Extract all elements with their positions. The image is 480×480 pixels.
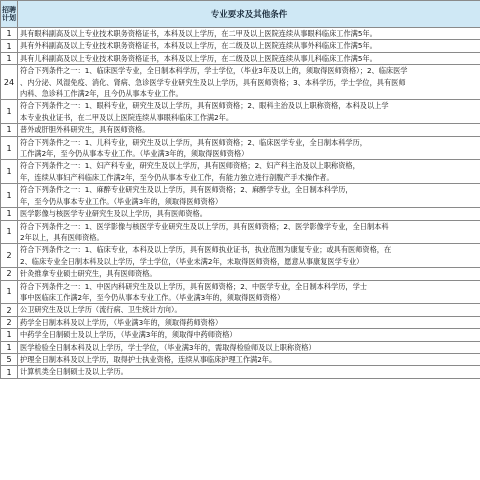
row-requirements-cell: [18, 100, 480, 124]
row-count-cell: 5: [1, 353, 18, 365]
table-row: [1, 160, 480, 184]
requirement-line: 符合下列条件之一：1、医学影像与核医学专业研究生及以上学历，具有医师资格；2、医学影像学专业，全日制本科: [20, 221, 389, 231]
row-count-cell: 2: [1, 244, 18, 268]
row-requirements-cell: [18, 341, 480, 353]
header-row: [1, 1, 480, 28]
row-count-cell: 2: [1, 316, 18, 328]
requirement-line: 具有儿科副高及以上专业技术职务资格证书，本科及以上学历，在二级及以上医院连续从事儿科临床工作满5年。: [20, 53, 377, 63]
row-count-cell: 1: [1, 136, 18, 160]
table-row: [1, 220, 480, 244]
row-requirements-cell: [18, 268, 480, 280]
row-count-cell: 2: [1, 304, 18, 316]
row-requirements-cell: [18, 304, 480, 316]
table-row: [1, 329, 480, 341]
requirement-line: 具有外科副高及以上专业技术职务资格证书，本科及以上学历，在二级及以上医院连续从事外科临床工作满5年。: [20, 41, 377, 51]
requirement-line: 年，至今仍从事本专业工作。（毕业满3年的，须取得医师资格）: [20, 196, 223, 206]
row-count-cell: 24: [1, 65, 18, 100]
header-count: 招聘计划: [1, 1, 18, 28]
row-count-cell: 1: [1, 160, 18, 184]
row-requirements-cell: [18, 124, 480, 136]
header-requirements: 专业要求及其他条件: [18, 1, 480, 28]
row-requirements-cell: [18, 184, 480, 208]
requirement-line: 符合下列条件之一：1、眼科专业，研究生及以上学历，具有医师资格；2、眼科主治及以上职称资格，本科及以上学: [20, 101, 389, 111]
row-count-cell: 1: [1, 100, 18, 124]
requirement-line: 符合下列条件之一：1、儿科专业，研究生及以上学历，具有医师资格；2、临床医学专业，全日制本科学历，: [20, 137, 367, 147]
row-requirements-cell: [18, 160, 480, 184]
requirement-line: 公卫研究生及以上学历（流行病、卫生统计方向）。: [20, 305, 182, 315]
requirement-line: 医学影像与核医学专业研究生及以上学历，具有医师资格。: [20, 209, 207, 219]
requirement-line: 护理全日制本科及以上学历，取得护士执业资格，连续从事临床护理工作满2年。: [20, 354, 277, 364]
requirement-line: 事中医临床工作满2年，至今仍从事本专业工作。（毕业满3年的，须取得医师资格）: [20, 292, 285, 302]
row-requirements-cell: [18, 208, 480, 220]
table-row: [1, 341, 480, 353]
requirement-line: 、内分泌、风湿免疫、消化、肾病、急诊医学专业研究生及以上学历，具有医师资格；3、本科学历，学士学位，具有医师: [20, 77, 406, 87]
row-requirements-cell: [18, 220, 480, 244]
row-count-cell: 1: [1, 28, 18, 40]
table-row: [1, 124, 480, 136]
table-row: [1, 100, 480, 124]
row-requirements-cell: [18, 316, 480, 328]
row-count-cell: 1: [1, 208, 18, 220]
requirement-line: 符合下列条件之一：1、临床医学专业，全日制本科学历，学士学位，（毕业3年及以上的，须取得医师资格）；2、临床医学: [20, 66, 408, 76]
row-count-cell: 1: [1, 40, 18, 52]
table-row: [1, 353, 480, 365]
row-count-cell: 1: [1, 220, 18, 244]
requirement-line: 2年以上，具有医师资格。: [20, 232, 104, 242]
requirement-line: 计算机类全日制硕士及以上学历。: [20, 367, 128, 377]
row-count-cell: 1: [1, 341, 18, 353]
requirement-line: 本专业执业证书，在二甲及以上医院连续从事眼科临床工作满2年。: [20, 112, 234, 122]
row-requirements-cell: [18, 52, 480, 64]
requirement-line: 年，连续从事妇产科临床工作满2年，至今仍从事本专业工作，有能力独立进行剖腹产手术操作者。: [20, 172, 334, 182]
requirement-line: 医学检验全日制本科及以上学历，学士学位，（毕业满3年的，需取得检验师及以上职称资格）: [20, 342, 316, 352]
row-requirements-cell: [18, 40, 480, 52]
row-requirements-cell: [18, 65, 480, 100]
row-count-cell: 1: [1, 329, 18, 341]
requirement-line: 具有眼科副高及以上专业技术职务资格证书，本科及以上学历，在二甲及以上医院连续从事眼科临床工作满5年。: [20, 29, 377, 38]
row-requirements-cell: [18, 280, 480, 304]
requirement-line: 针灸推拿专业硕士研究生，具有医师资格。: [20, 269, 157, 279]
table-row: [1, 65, 480, 100]
table-row: [1, 268, 480, 280]
row-count-cell: 1: [1, 184, 18, 208]
table-row: [1, 316, 480, 328]
row-requirements-cell: [18, 28, 480, 40]
row-count-cell: 1: [1, 124, 18, 136]
table-row: [1, 304, 480, 316]
row-requirements-cell: [18, 353, 480, 365]
row-requirements-cell: [18, 366, 480, 378]
requirement-line: 符合下列条件之一：1、中医内科研究生及以上学历，具有医师资格；2、中医学专业，全日制本科学历，学士: [20, 281, 367, 291]
row-requirements-cell: [18, 244, 480, 268]
requirement-line: 符合下列条件之一：1、临床专业，本科及以上学历，具有医师执业证书，执业范围为康复专业；或具有医师资格，在: [20, 245, 392, 255]
row-count-cell: 1: [1, 366, 18, 378]
table-row: [1, 136, 480, 160]
row-requirements-cell: [18, 136, 480, 160]
requirement-line: 工作满2年，至今仍从事本专业工作。（毕业满3年的，须取得医师资格）: [20, 149, 249, 159]
requirement-line: 药学全日制本科及以上学历，（毕业满3年的，须取得药师资格）: [20, 317, 223, 327]
requirement-line: 2、临床专业全日制本科及以上学历，学士学位，（毕业未满2年，未取得医师资格，愿意从事康复医学专业）: [20, 256, 364, 266]
row-count-cell: 1: [1, 52, 18, 64]
table-row: [1, 28, 480, 40]
table-row: [1, 280, 480, 304]
requirement-line: 符合下列条件之一：1、麻醉专业研究生及以上学历，具有医师资格；2、麻醉学专业，全日制本科学历，: [20, 185, 353, 195]
table-row: [1, 52, 480, 64]
table-row: [1, 366, 480, 378]
table-body: [1, 28, 480, 379]
table-row: [1, 40, 480, 52]
requirement-line: 符合下列条件之一：1、妇产科专业，研究生及以上学历，具有医师资格；2、妇产科主治及以上职称资格，: [20, 161, 360, 171]
row-count-cell: 1: [1, 280, 18, 304]
requirement-line: 中药学全日制硕士及以上学历，（毕业满3年的，须取得中药师资格）: [20, 330, 237, 340]
requirement-line: 内科、急诊科工作满2年，且今仍从事本专业工作。: [20, 89, 183, 99]
table-row: [1, 208, 480, 220]
requirement-line: 普外或肝胆外科研究生，具有医师资格。: [20, 125, 150, 135]
row-count-cell: 2: [1, 268, 18, 280]
row-requirements-cell: [18, 329, 480, 341]
table-row: [1, 244, 480, 268]
table-row: [1, 184, 480, 208]
